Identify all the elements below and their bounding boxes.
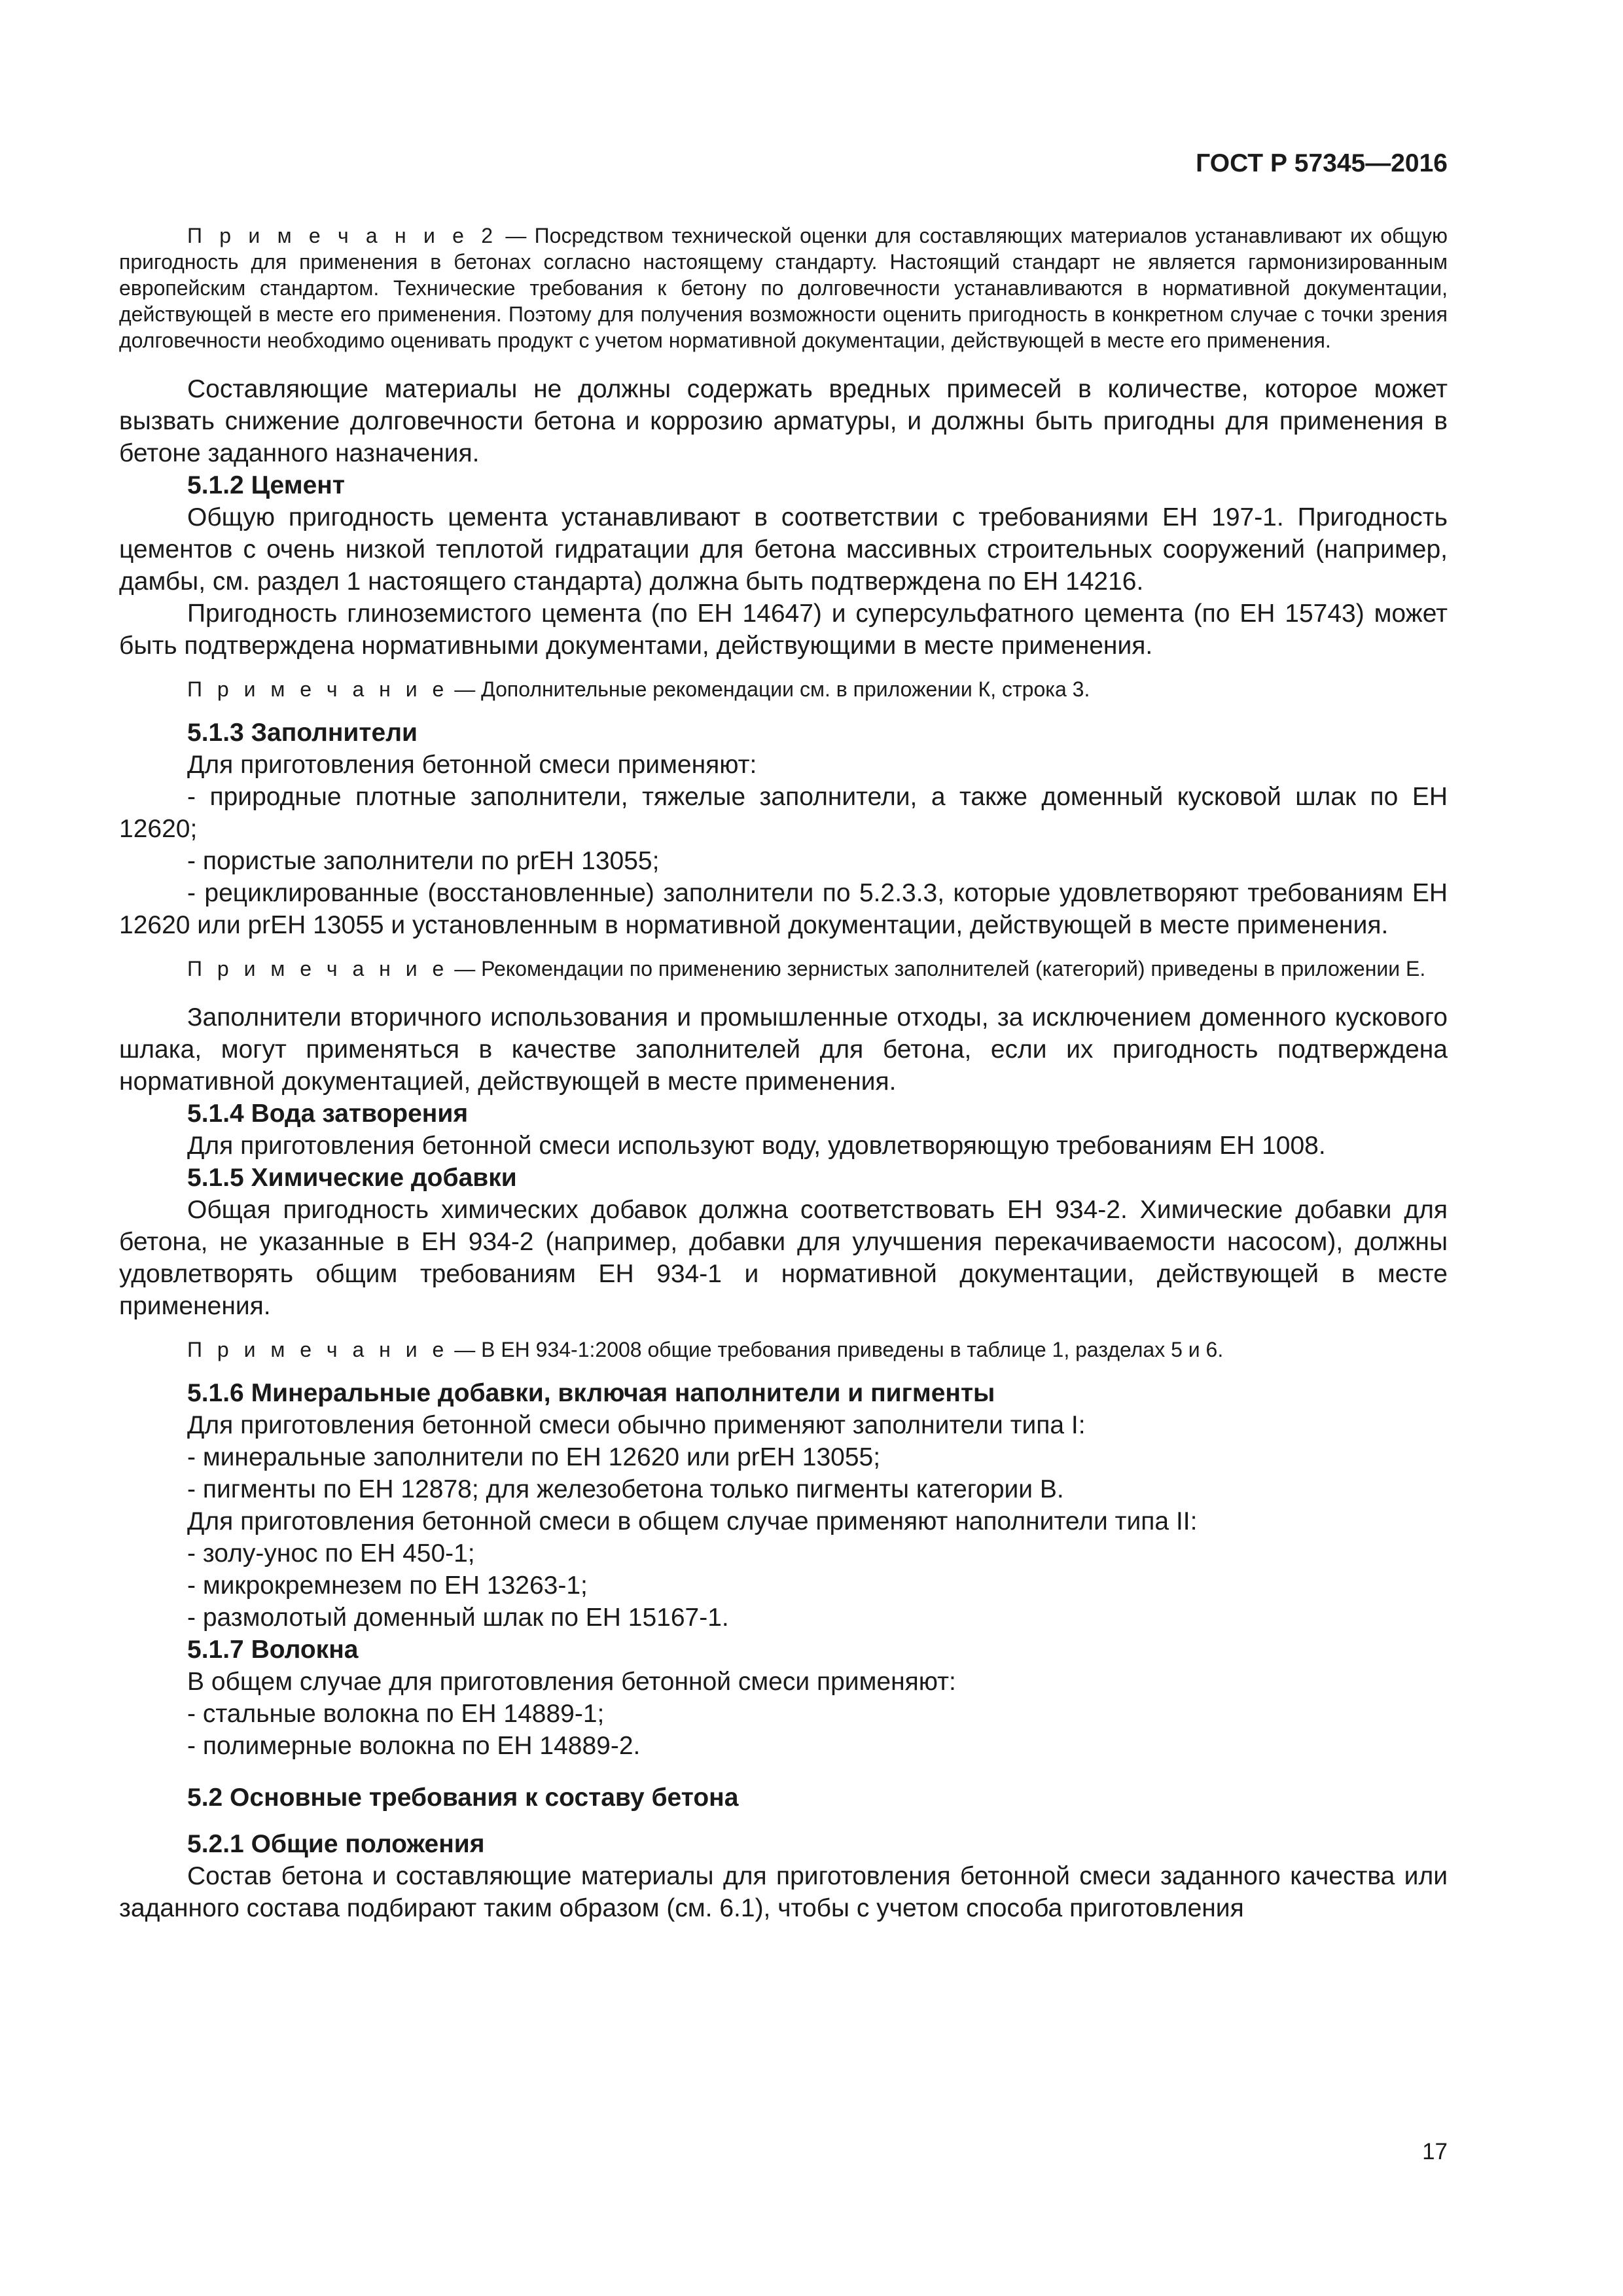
- paragraph: Общую пригодность цемента устанавливают в соответствии с требованиями ЕН 197-1. Пригодность цементов с очень низкой теплотой гидратации для бетона массивных строительных сооружений (например, дамбы, см. раздел 1 настоящего стандарта) должна быть подтверждена по ЕН 14216.: [119, 503, 1448, 596]
- paragraph: Для приготовления бетонной смеси используют воду, удовлетворяющую требованиям ЕН 1008.: [187, 1132, 1326, 1160]
- list-item: - золу-унос по ЕН 450-1;: [187, 1539, 475, 1568]
- list-item: Для приготовления бетонной смеси обычно применяют заполнители типа I:: [187, 1411, 1086, 1439]
- note-label: П р и м е ч а н и е: [187, 957, 449, 980]
- note-text: — Дополнительные рекомендации см. в приложении К, строка 3.: [448, 677, 1090, 701]
- section-heading-5-2-1: 5.2.1 Общие положения: [187, 1830, 485, 1858]
- note-label: П р и м е ч а н и е 2: [187, 224, 498, 247]
- paragraph: Заполнители вторичного использования и промышленные отходы, за исключением доменного кускового шлака, могут применяться в качестве заполнителей для бетона, если их пригодность подтверждена нормативной документацией, действующей в месте применения.: [119, 1003, 1448, 1096]
- document-id-header: ГОСТ Р 57345—2016: [1196, 149, 1448, 177]
- section-heading-5-1-2: 5.1.2 Цемент: [187, 471, 345, 499]
- list-item: - микрокремнезем по ЕН 13263-1;: [187, 1571, 588, 1600]
- paragraph: Для приготовления бетонной смеси применяют:: [187, 751, 757, 779]
- note-2: [119, 223, 1448, 353]
- section-heading-5-1-5: 5.1.5 Химические добавки: [187, 1164, 517, 1192]
- list-item: В общем случае для приготовления бетонной смеси применяют:: [187, 1668, 956, 1696]
- paragraph: Состав бетона и составляющие материалы для приготовления бетонной смеси заданного качества или заданного состава подбирают таким образом (см. 6.1), чтобы с учетом способа приготовления: [119, 1862, 1448, 1922]
- section-heading-5-1-6: 5.1.6 Минеральные добавки, включая наполнители и пигменты: [187, 1379, 995, 1407]
- list-item: - минеральные заполнители по ЕН 12620 или prЕН 13055;: [187, 1443, 881, 1471]
- note: [119, 1336, 1448, 1363]
- note: [119, 956, 1448, 982]
- list-item: - стальные волокна по ЕН 14889-1;: [187, 1700, 605, 1728]
- list-item: - пигменты по ЕН 12878; для железобетона только пигменты категории В.: [187, 1475, 1064, 1503]
- section-heading-5-1-4: 5.1.4 Вода затворения: [187, 1100, 469, 1128]
- note-text: — Рекомендации по применению зернистых заполнителей (категорий) приведены в приложении Е.: [448, 957, 1426, 980]
- section-heading-5-1-7: 5.1.7 Волокна: [187, 1636, 359, 1664]
- list-item: - природные плотные заполнители, тяжелые заполнители, а также доменный кусковой шлак по ЕН 12620;: [119, 783, 1448, 843]
- section-heading-5-1-3: 5.1.3 Заполнители: [187, 719, 418, 747]
- list-item: - рециклированные (восстановленные) заполнители по 5.2.3.3, которые удовлетворяют требованиям ЕН 12620 или prЕН 13055 и установленным в нормативной документации, действующей в месте применения.: [119, 879, 1448, 939]
- list-item: - размолотый доменный шлак по ЕН 15167-1.: [187, 1604, 729, 1632]
- list-item: Для приготовления бетонной смеси в общем случае применяют наполнители типа II:: [187, 1507, 1198, 1535]
- paragraph: Составляющие материалы не должны содержать вредных примесей в количестве, которое может вызвать снижение долговечности бетона и коррозию арматуры, и должны быть пригодны для применения в бетоне заданного назначения.: [119, 375, 1448, 467]
- page-number: 17: [1422, 2139, 1448, 2164]
- note-text: — Посредством технической оценки для составляющих материалов устанавливают их общую пригодность для применения в бетонах согласно настоящему стандарту. Настоящий стандарт не является гармонизированным европейским стандартом. Технические требования к бетону по долговечности устанавливаются в нормативной документации, действующей в месте его применения. Поэтому для получения возможности оценить пригодность в конкретном случае с точки зрения долговечности необходимо оценивать продукт с учетом нормативной документации, действующей в месте его применения.: [119, 224, 1448, 352]
- page-content: [119, 223, 1448, 1924]
- section-heading-5-2: 5.2 Основные требования к составу бетона: [187, 1784, 739, 1812]
- note-text: — В ЕН 934-1:2008 общие требования приведены в таблице 1, разделах 5 и 6.: [448, 1338, 1224, 1361]
- paragraph: Общая пригодность химических добавок должна соответствовать ЕН 934-2. Химические добавки для бетона, не указанные в ЕН 934-2 (например, добавки для улучшения перекачиваемости насосом), должны удовлетворять общим требованиям ЕН 934-1 и нормативной документации, действующей в месте применения.: [119, 1196, 1448, 1320]
- list-item: - пористые заполнители по prЕН 13055;: [187, 847, 660, 875]
- list-item: - полимерные волокна по ЕН 14889-2.: [187, 1732, 641, 1760]
- paragraph: Пригодность глиноземистого цемента (по ЕН 14647) и суперсульфатного цемента (по ЕН 15743) может быть подтверждена нормативными документами, действующими в месте применения.: [119, 600, 1448, 660]
- note: [119, 676, 1448, 702]
- note-label: П р и м е ч а н и е: [187, 1338, 449, 1361]
- note-label: П р и м е ч а н и е: [187, 677, 449, 701]
